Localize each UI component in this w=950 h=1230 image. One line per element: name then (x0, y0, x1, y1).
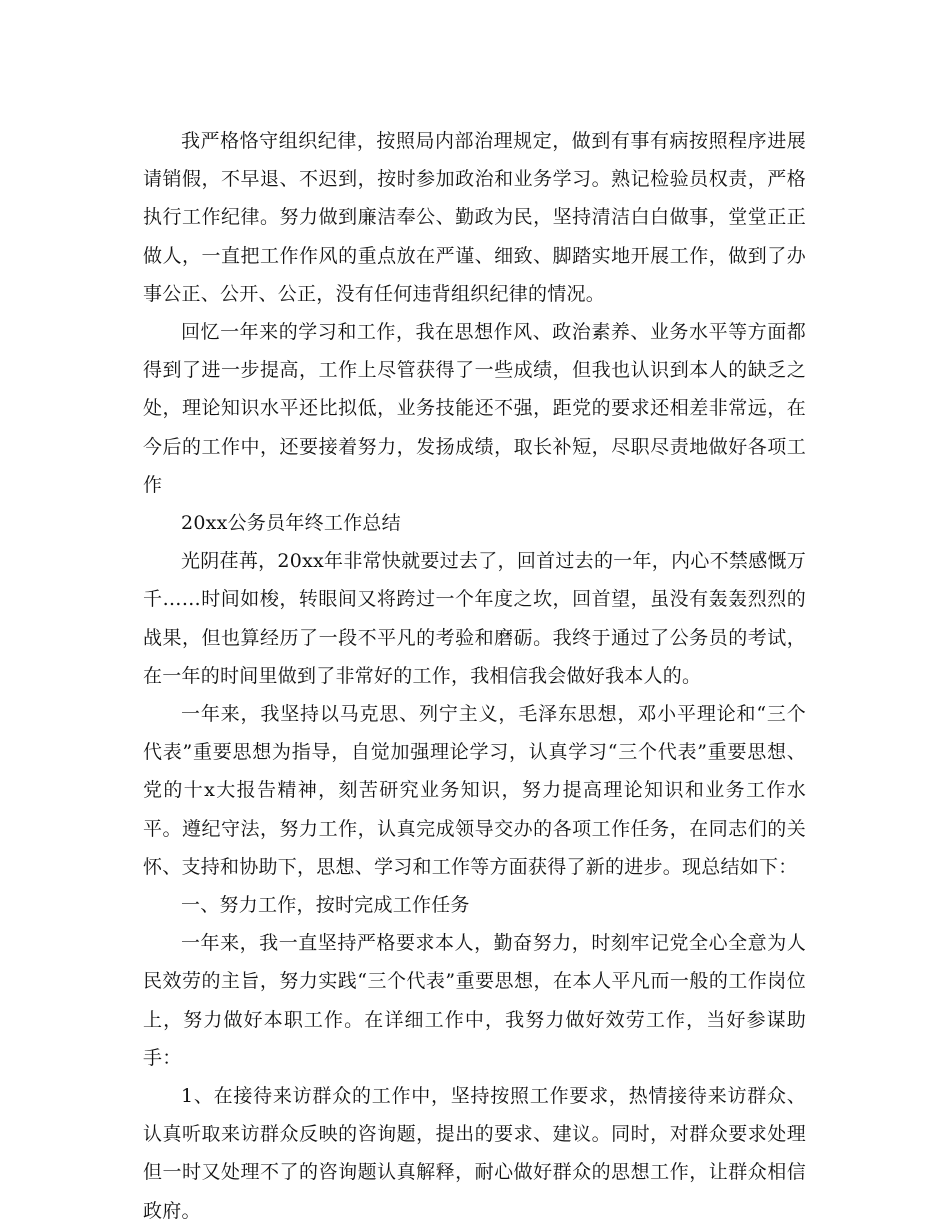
paragraph-review: 回忆一年来的学习和工作，我在思想作风、政治素养、业务水平等方面都得到了进一步提高，工作上尽管获得了一些成绩，但我也认识到本人的缺乏之处，理论知识水平还比拟低，业务技能还不强，距党的要求还相差非常远，在今后的工作中，还要接着努力，发扬成绩，取长补短，尽职尽责地做好各项工作 (143, 321, 806, 496)
paragraph-service: 一年来，我一直坚持严格要求本人，勤奋努力，时刻牢记党全心全意为人民效劳的主旨，努力实践“三个代表”重要思想，在本人平凡而一般的工作岗位上，努力做好本职工作。在详细工作中，我努力做好效劳工作，当好参谋助手： (143, 932, 806, 1069)
paragraph-study: 一年来，我坚持以马克思、列宁主义，毛泽东思想，邓小平理论和“三个代表”重要思想为指导，自觉加强理论学习，认真学习“三个代表”重要思想、党的十x大报告精神，刻苦研究业务知识，努力提高理论知识和业务工作水平。遵纪守法，努力工作，认真完成领导交办的各项工作任务，在同志们的关怀、支持和协助下，思想、学习和工作等方面获得了新的进步。现总结如下： (143, 703, 806, 878)
document-body (143, 122, 806, 1230)
paragraph-intro: 光阴荏苒，20xx年非常快就要过去了，回首过去的一年，内心不禁感慨万千……时间如梭，转眼间又将跨过一个年度之坎，回首望，虽没有轰轰烈烈的战果，但也算经历了一段不平凡的考验和磨砺。我终于通过了公务员的考试，在一年的时间里做到了非常好的工作，我相信我会做好我本人的。 (143, 550, 806, 687)
subsection-heading: 一、努力工作，按时完成工作任务 (181, 894, 470, 917)
paragraph-discipline: 我严格恪守组织纪律，按照局内部治理规定，做到有事有病按照程序进展请销假，不早退、不迟到，按时参加政治和业务学习。熟记检验员权责，严格执行工作纪律。努力做到廉洁奉公、勤政为民，坚持清洁白白做事，堂堂正正做人，一直把工作作风的重点放在严谨、细致、脚踏实地开展工作，做到了办事公正、公开、公正，没有任何违背组织纪律的情况。 (143, 130, 806, 305)
section-title: 20xx公务员年终工作总结 (181, 512, 401, 535)
paragraph-reception: 1、在接待来访群众的工作中，坚持按照工作要求，热情接待来访群众、认真听取来访群众反映的咨询题，提出的要求、建议。同时，对群众要求处理但一时又处理不了的咨询题认真解释，耐心做好群众的思想工作，让群众相信政府。 (143, 1085, 806, 1222)
